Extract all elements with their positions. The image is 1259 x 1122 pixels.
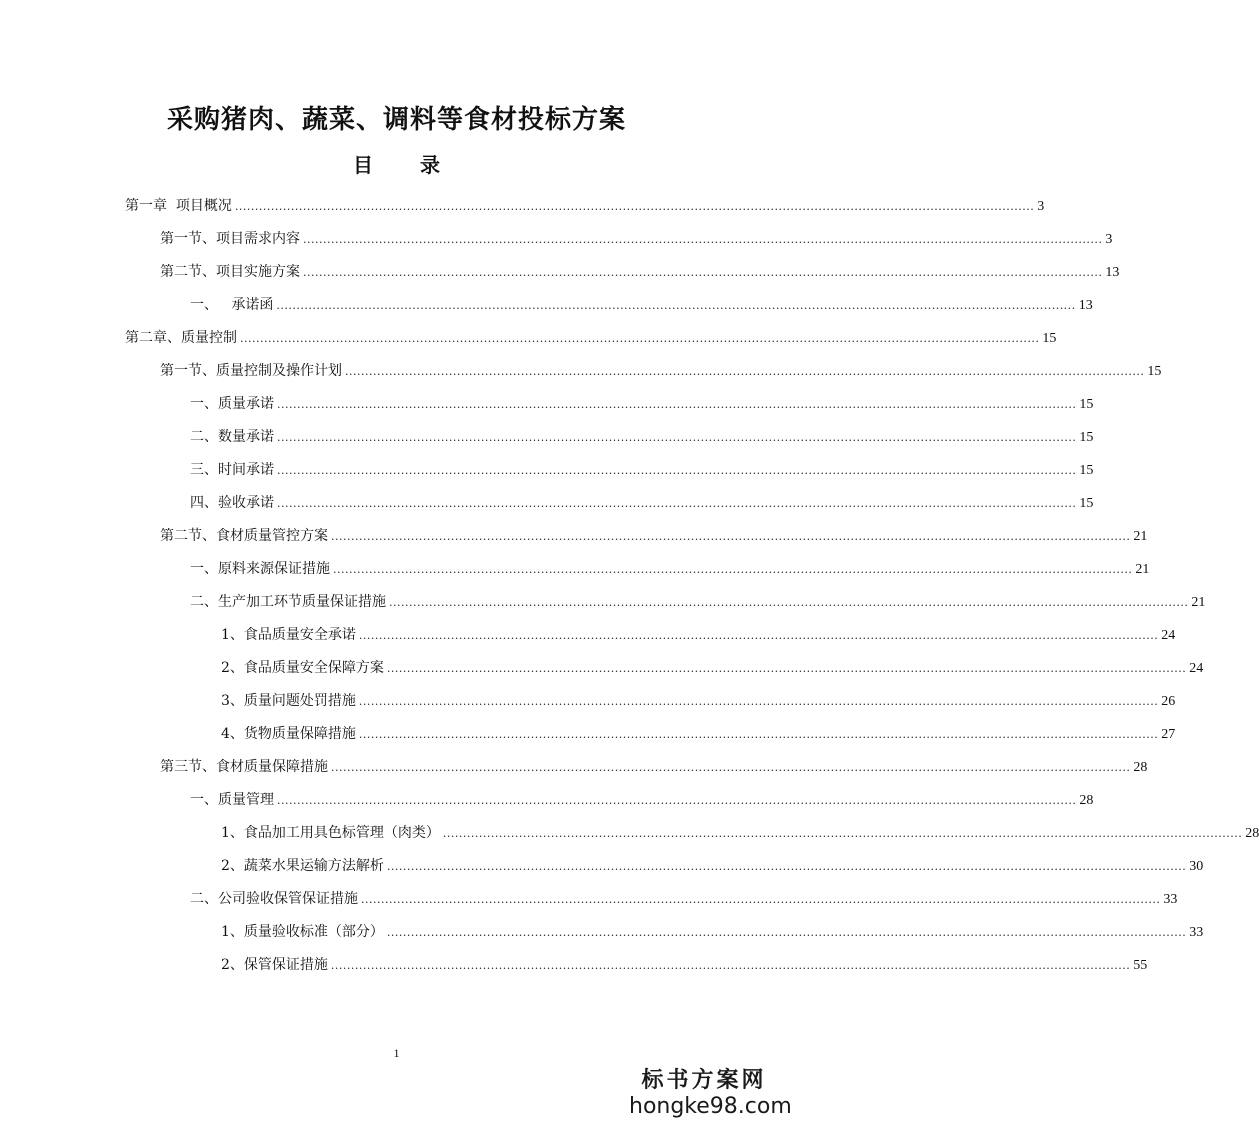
toc-entry-page: 24 bbox=[1189, 661, 1204, 676]
toc-entry-page: 28 bbox=[1079, 793, 1094, 808]
toc-entry[interactable] bbox=[125, 195, 1045, 217]
toc-entry-title: 1、质量验收标准（部分） bbox=[221, 924, 384, 940]
toc-entry-page: 24 bbox=[1161, 628, 1176, 643]
toc-entry[interactable] bbox=[160, 228, 1113, 250]
toc-entry-title: 一、质量承诺 bbox=[190, 396, 274, 412]
toc-leader: ........................................................................................................................................................................................................ bbox=[303, 233, 1103, 246]
toc-entry[interactable] bbox=[190, 492, 1094, 514]
toc-leader: ........................................................................................................................................................................................................ bbox=[276, 299, 1076, 312]
toc-heading: 目 录 bbox=[353, 153, 460, 177]
toc-leader: ........................................................................................................................................................................................................ bbox=[303, 266, 1103, 279]
toc-entry-title: 第一章 项目概况 bbox=[125, 198, 232, 214]
toc-entry[interactable] bbox=[221, 690, 1176, 712]
toc-leader: ........................................................................................................................................................................................................ bbox=[333, 563, 1133, 576]
toc-entry-title: 3、质量问题处罚措施 bbox=[221, 693, 356, 709]
toc-entry-title: 二、公司验收保管保证措施 bbox=[190, 891, 358, 907]
toc-leader: ........................................................................................................................................................................................................ bbox=[277, 431, 1077, 444]
toc-entry-title: 第二章、质量控制 bbox=[125, 330, 237, 346]
toc-entry-page: 15 bbox=[1042, 331, 1057, 346]
toc-entry-title: 第一节、质量控制及操作计划 bbox=[160, 363, 342, 379]
toc-leader: ........................................................................................................................................................................................................ bbox=[345, 365, 1145, 378]
toc-entry[interactable] bbox=[160, 360, 1162, 382]
site-watermark bbox=[629, 1066, 792, 1120]
toc-entry[interactable] bbox=[190, 591, 1206, 613]
toc-entry[interactable] bbox=[190, 558, 1150, 580]
watermark-url: hongke98.com bbox=[629, 1094, 792, 1119]
toc-leader: ........................................................................................................................................................................................................ bbox=[358, 695, 1159, 708]
toc-entry-page: 13 bbox=[1105, 265, 1120, 280]
toc-entry-title: 四、验收承诺 bbox=[190, 495, 274, 511]
toc-entry[interactable] bbox=[221, 657, 1204, 679]
toc-leader: ........................................................................................................................................................................................................ bbox=[330, 959, 1131, 972]
toc-entry-title: 第二节、食材质量管控方案 bbox=[160, 528, 328, 544]
toc-leader: ........................................................................................................................................................................................................ bbox=[277, 794, 1077, 807]
toc-entry-page: 55 bbox=[1133, 958, 1148, 973]
toc-entry-page: 3 bbox=[1105, 232, 1113, 247]
toc-leader: ........................................................................................................................................................................................................ bbox=[240, 332, 1040, 345]
toc-entry-title: 一、 承诺函 bbox=[190, 297, 274, 313]
toc-entry[interactable] bbox=[190, 393, 1094, 415]
toc-leader: ........................................................................................................................................................................................................ bbox=[331, 530, 1131, 543]
toc-entry-page: 33 bbox=[1189, 925, 1204, 940]
toc-entry-title: 4、货物质量保障措施 bbox=[221, 726, 356, 742]
toc-entry-title: 第三节、食材质量保障措施 bbox=[160, 759, 328, 775]
watermark-brand: 标书方案网 bbox=[641, 1067, 767, 1093]
toc-entry-page: 21 bbox=[1133, 529, 1148, 544]
toc-entry-title: 2、食品质量安全保障方案 bbox=[221, 660, 384, 676]
toc-leader: ........................................................................................................................................................................................................ bbox=[361, 893, 1161, 906]
toc-entry[interactable] bbox=[190, 426, 1094, 448]
toc-entry[interactable] bbox=[160, 525, 1148, 547]
toc-entry-page: 27 bbox=[1161, 727, 1176, 742]
toc-leader: ........................................................................................................................................................................................................ bbox=[358, 629, 1159, 642]
toc-entry-page: 15 bbox=[1079, 397, 1094, 412]
toc-entry[interactable] bbox=[190, 888, 1178, 910]
toc-entry-title: 2、保管保证措施 bbox=[221, 957, 328, 973]
toc-leader: ........................................................................................................................................................................................................ bbox=[442, 827, 1243, 840]
toc-entry-title: 三、时间承诺 bbox=[190, 462, 274, 478]
toc-entry-title: 第二节、项目实施方案 bbox=[160, 264, 300, 280]
toc-entry-title: 二、数量承诺 bbox=[190, 429, 274, 445]
toc-leader: ........................................................................................................................................................................................................ bbox=[386, 662, 1187, 675]
toc-entry-page: 21 bbox=[1135, 562, 1150, 577]
toc-entry-title: 一、原料来源保证措施 bbox=[190, 561, 330, 577]
toc-entry-page: 33 bbox=[1163, 892, 1178, 907]
toc-entry-title: 1、食品质量安全承诺 bbox=[221, 627, 356, 643]
toc-entry-page: 15 bbox=[1079, 430, 1094, 445]
toc-entry[interactable] bbox=[221, 822, 1259, 844]
toc-entry[interactable] bbox=[190, 459, 1094, 481]
toc-entry[interactable] bbox=[221, 624, 1176, 646]
toc-entry-page: 3 bbox=[1037, 199, 1045, 214]
toc-leader: ........................................................................................................................................................................................................ bbox=[386, 860, 1187, 873]
toc-leader: ........................................................................................................................................................................................................ bbox=[277, 398, 1077, 411]
toc-entry-page: 13 bbox=[1078, 298, 1093, 313]
toc-entry-page: 28 bbox=[1245, 826, 1259, 841]
toc-entry[interactable] bbox=[190, 294, 1093, 316]
toc-entry-page: 30 bbox=[1189, 859, 1204, 874]
toc-leader: ........................................................................................................................................................................................................ bbox=[386, 926, 1187, 939]
toc-entry-page: 15 bbox=[1079, 463, 1094, 478]
toc-entry[interactable] bbox=[190, 789, 1094, 811]
toc-entry-title: 第一节、项目需求内容 bbox=[160, 231, 300, 247]
toc-entry-title: 二、生产加工环节质量保证措施 bbox=[190, 594, 386, 610]
toc-leader: ........................................................................................................................................................................................................ bbox=[234, 200, 1035, 213]
toc-entry[interactable] bbox=[160, 261, 1120, 283]
toc-entry[interactable] bbox=[125, 327, 1057, 349]
toc-entry-page: 15 bbox=[1079, 496, 1094, 511]
toc-entry-title: 2、蔬菜水果运输方法解析 bbox=[221, 858, 384, 874]
toc-leader: ........................................................................................................................................................................................................ bbox=[331, 761, 1131, 774]
toc-entry[interactable] bbox=[221, 855, 1204, 877]
toc-leader: ........................................................................................................................................................................................................ bbox=[358, 728, 1159, 741]
toc-entry-page: 21 bbox=[1191, 595, 1206, 610]
toc-entry[interactable] bbox=[221, 954, 1148, 976]
toc-entry-page: 28 bbox=[1133, 760, 1148, 775]
document-title: 采购猪肉、蔬菜、调料等食材投标方案 bbox=[166, 105, 626, 135]
toc-leader: ........................................................................................................................................................................................................ bbox=[277, 464, 1077, 477]
toc-entry[interactable] bbox=[221, 723, 1176, 745]
toc-entry-title: 一、质量管理 bbox=[190, 792, 274, 808]
toc-entry[interactable] bbox=[160, 756, 1148, 778]
toc-leader: ........................................................................................................................................................................................................ bbox=[389, 596, 1189, 609]
toc-entry-page: 15 bbox=[1147, 364, 1162, 379]
page-number: 1 bbox=[393, 1046, 400, 1060]
toc-leader: ........................................................................................................................................................................................................ bbox=[277, 497, 1077, 510]
toc-entry[interactable] bbox=[221, 921, 1204, 943]
toc-entry-page: 26 bbox=[1161, 694, 1176, 709]
toc-entry-title: 1、食品加工用具色标管理（肉类） bbox=[221, 825, 440, 841]
